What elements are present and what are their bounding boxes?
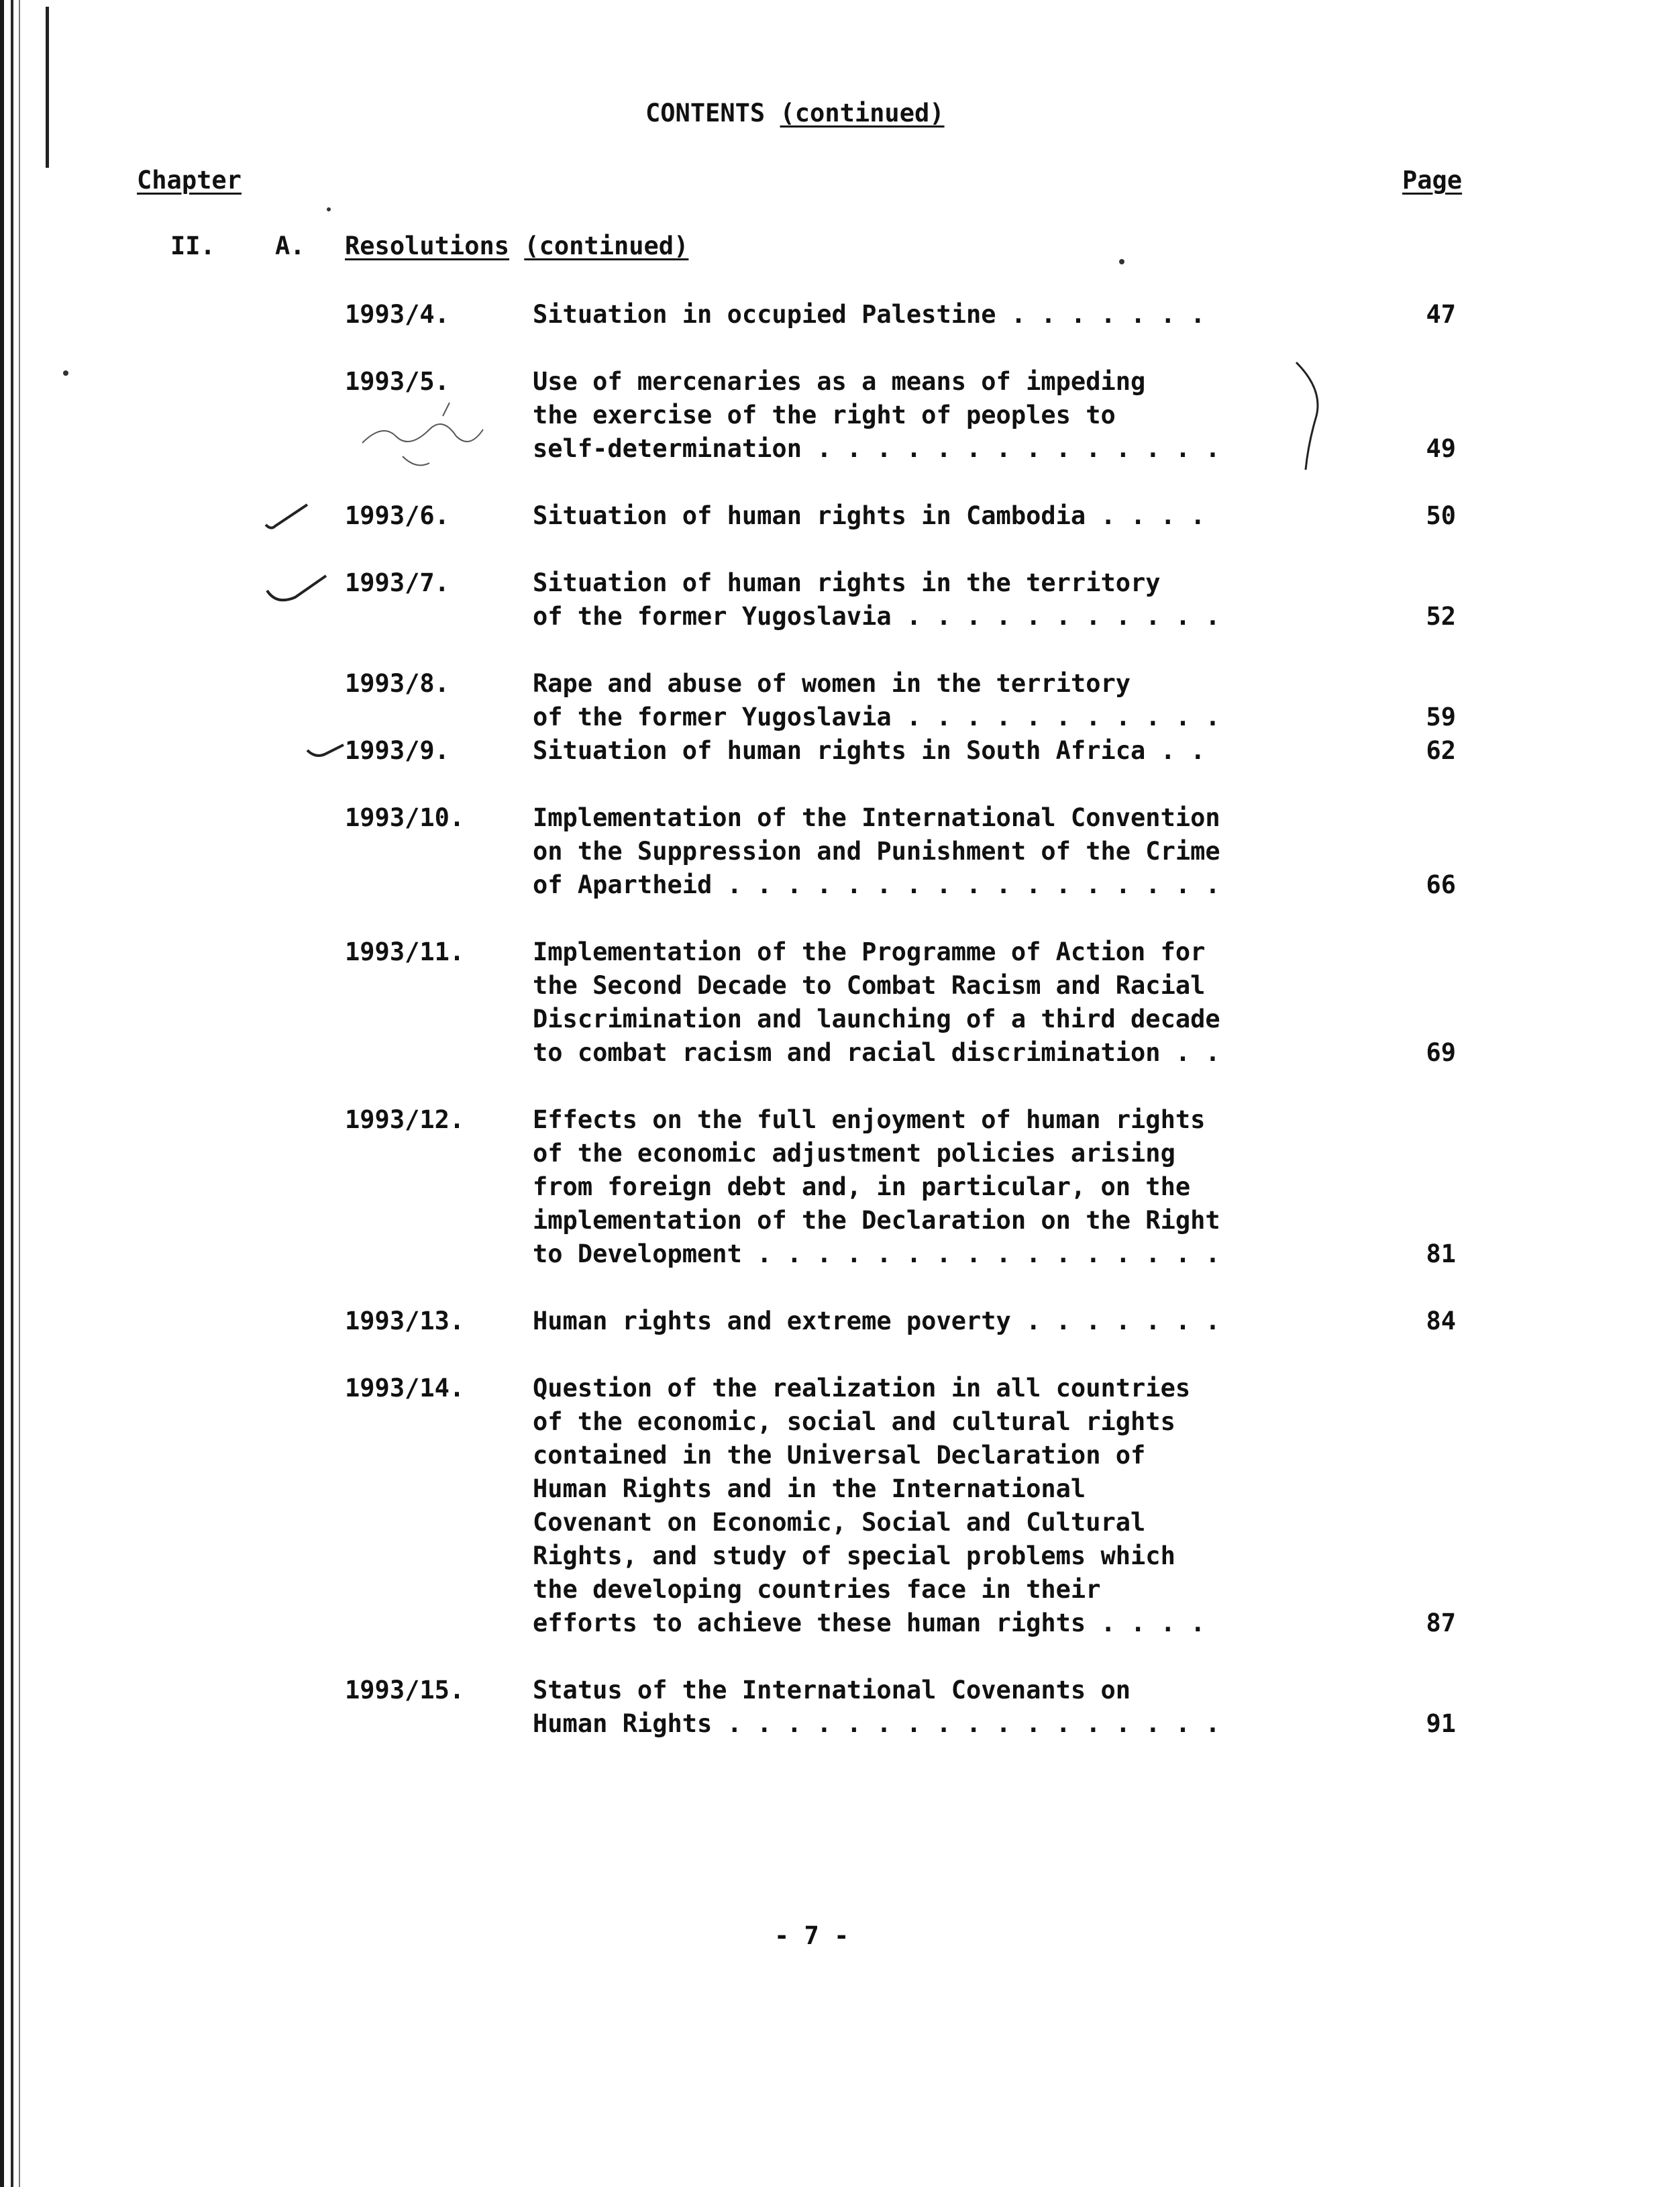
entry-page: 62 [1426,736,1456,765]
contents-title-suffix: (continued) [780,99,945,128]
entry-number: 1993/12. [345,1105,465,1134]
entry-number: 1993/9. [345,736,450,765]
entry-number: 1993/5. [345,367,450,396]
brace-mark-1993-5 [1296,362,1318,470]
entry-page: 52 [1426,602,1456,631]
entry-title-line: of the former Yugoslavia . . . . . . . . . . . [533,602,1220,631]
entry-title-line: the Second Decade to Combat Racism and Racial [533,971,1206,1000]
entry-title-line: Implementation of the International Convention [533,803,1220,832]
check-mark-1993-9 [307,745,344,756]
entry-title-line: of the former Yugoslavia . . . . . . . . . . . [533,703,1220,731]
entry-title-line: Situation of human rights in the territory [533,568,1161,597]
entry-title-line: Human Rights . . . . . . . . . . . . . . . . . [533,1709,1220,1738]
check-mark-1993-7 [267,576,326,600]
entry-title-line: Human rights and extreme poverty . . . . . . . [533,1307,1220,1335]
entry-page: 66 [1426,870,1456,899]
entry-page: 47 [1426,300,1456,329]
entry-title-line: the developing countries face in their [533,1575,1101,1604]
section-label: Resolutions [345,232,510,260]
entry-page: 84 [1426,1307,1456,1335]
entry-title-line: implementation of the Declaration on the Right [533,1206,1220,1235]
entry-page: 91 [1426,1709,1456,1738]
entry-number: 1993/4. [345,300,450,329]
check-mark-1993-6 [266,505,307,528]
entry-title-line: Situation in occupied Palestine . . . . . . . [533,300,1206,329]
entry-page: 87 [1426,1609,1456,1637]
entry-title-line: of the economic, social and cultural rights [533,1407,1175,1436]
entry-title-line: self-determination . . . . . . . . . . . . . . [533,434,1220,463]
stray-dot [63,370,68,376]
entry-title-line: the exercise of the right of peoples to [533,401,1116,429]
chapter-column-header: Chapter [137,166,242,195]
entry-page: 49 [1426,434,1456,463]
entry-title-line: Use of mercenaries as a means of impeding [533,367,1146,396]
entry-title-line: on the Suppression and Punishment of the Crime [533,837,1220,866]
entry-title-line: Covenant on Economic, Social and Cultural [533,1508,1146,1537]
stray-dot [1119,259,1124,264]
entry-number: 1993/10. [345,803,465,832]
entry-number: 1993/8. [345,669,450,698]
entry-number: 1993/15. [345,1676,465,1705]
entry-number: 1993/11. [345,937,465,966]
entry-title-line: efforts to achieve these human rights . . . . [533,1609,1206,1637]
entry-title-line: Situation of human rights in South Africa . . [533,736,1206,765]
page-column-header: Page [1402,166,1463,195]
entry-number: 1993/7. [345,568,450,597]
entry-title-line: Effects on the full enjoyment of human rights [533,1105,1206,1134]
contents-title: CONTENTS [645,99,766,128]
section-suffix: (continued) [524,232,689,260]
entry-title-line: Question of the realization in all countries [533,1374,1191,1403]
entry-title-line: of the economic adjustment policies arising [533,1139,1175,1168]
entry-title-line: Implementation of the Programme of Action for [533,937,1206,966]
entry-title-line: from foreign debt and, in particular, on the [533,1172,1191,1201]
entry-title-line: Status of the International Covenants on [533,1676,1131,1705]
entry-page: 69 [1426,1038,1456,1067]
entry-page: 81 [1426,1239,1456,1268]
entry-page: 59 [1426,703,1456,731]
entry-title-line: to combat racism and racial discrimination . . [533,1038,1220,1067]
entry-title-line: Human Rights and in the International [533,1474,1086,1503]
section-letter: A. [275,232,305,260]
stray-dot [327,207,331,211]
entry-title-line: contained in the Universal Declaration of [533,1441,1146,1470]
entry-title-line: Rape and abuse of women in the territory [533,669,1131,698]
entry-title-line: to Development . . . . . . . . . . . . . . . . [533,1239,1220,1268]
section-roman: II. [170,232,215,260]
entry-number: 1993/14. [345,1374,465,1403]
entry-title-line: Rights, and study of special problems which [533,1541,1175,1570]
entry-title-line: of Apartheid . . . . . . . . . . . . . . . . . [533,870,1220,899]
entry-title-line: Discrimination and launching of a third decade [533,1005,1220,1033]
entry-number: 1993/13. [345,1307,465,1335]
scribble-mark [362,403,483,465]
entry-title-line: Situation of human rights in Cambodia . . . . [533,501,1206,530]
page-number: - 7 - [774,1921,849,1950]
entry-number: 1993/6. [345,501,450,530]
entry-page: 50 [1426,501,1456,530]
